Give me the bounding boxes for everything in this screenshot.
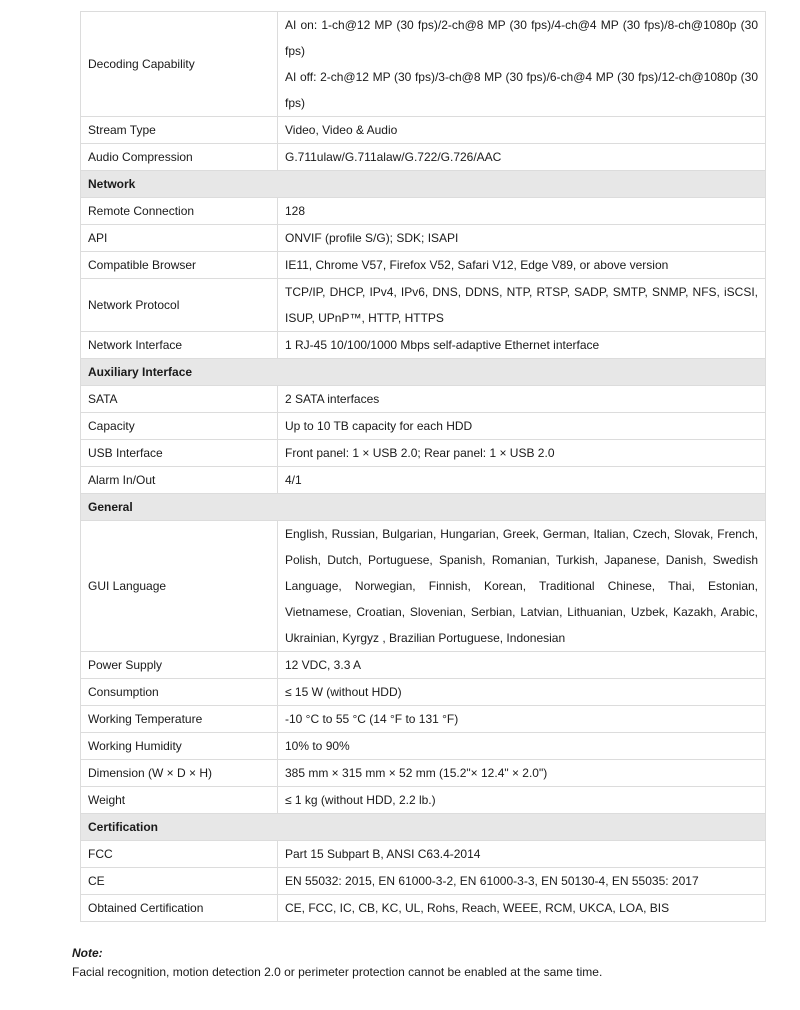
- spec-value: IE11, Chrome V57, Firefox V52, Safari V12, Edge V89, or above version: [278, 252, 766, 279]
- spec-label: Capacity: [81, 413, 278, 440]
- spec-row-fcc: [81, 841, 766, 868]
- spec-value: Up to 10 TB capacity for each HDD: [278, 413, 766, 440]
- spec-value: ONVIF (profile S/G); SDK; ISAPI: [278, 225, 766, 252]
- spec-label: Network Protocol: [81, 279, 278, 332]
- spec-label: Remote Connection: [81, 198, 278, 225]
- spec-label: FCC: [81, 841, 278, 868]
- spec-value: Front panel: 1 × USB 2.0; Rear panel: 1 × USB 2.0: [278, 440, 766, 467]
- spec-table: [80, 11, 766, 922]
- spec-label: Consumption: [81, 679, 278, 706]
- spec-value: English, Russian, Bulgarian, Hungarian, Greek, German, Italian, Czech, Slovak, French, Polish, Dutch, Portuguese, Spanish, Romanian, Turkish, Japanese, Danish, Swedish Language, Norwegian, Finnish, Korean, Traditional Chinese, Thai, Estonian, Vietnamese, Croatian, Slovenian, Serbian, Latvian, Lithuanian, Uzbek, Kazakh, Arabic, Ukrainian, Kyrgyz , Brazilian Portuguese, Indonesian: [278, 521, 766, 652]
- spec-value: TCP/IP, DHCP, IPv4, IPv6, DNS, DDNS, NTP, RTSP, SADP, SMTP, SNMP, NFS, iSCSI, ISUP, UPnP™, HTTP, HTTPS: [278, 279, 766, 332]
- section-header-network: [81, 171, 766, 198]
- section-header-certification: [81, 814, 766, 841]
- spec-value: ≤ 1 kg (without HDD, 2.2 lb.): [278, 787, 766, 814]
- spec-row-usb-interface: [81, 440, 766, 467]
- spec-label: Weight: [81, 787, 278, 814]
- spec-row-working-temperature: [81, 706, 766, 733]
- spec-label: Stream Type: [81, 117, 278, 144]
- spec-value: 385 mm × 315 mm × 52 mm (15.2"× 12.4" × 2.0"): [278, 760, 766, 787]
- spec-label: Decoding Capability: [81, 12, 278, 117]
- spec-row-consumption: [81, 679, 766, 706]
- section-title: Certification: [81, 814, 766, 841]
- spec-row-stream-type: [81, 117, 766, 144]
- spec-value: 1 RJ-45 10/100/1000 Mbps self-adaptive Ethernet interface: [278, 332, 766, 359]
- spec-row-compatible-browser: [81, 252, 766, 279]
- spec-label: Obtained Certification: [81, 895, 278, 922]
- section-title: Network: [81, 171, 766, 198]
- spec-row-obtained-certification: [81, 895, 766, 922]
- spec-label: Working Temperature: [81, 706, 278, 733]
- spec-value-ai-off: AI off: 2-ch@12 MP (30 fps)/3-ch@8 MP (30 fps)/6-ch@4 MP (30 fps)/12-ch@1080p (30 fps): [285, 70, 758, 110]
- spec-row-audio-compression: [81, 144, 766, 171]
- note-text: Facial recognition, motion detection 2.0 or perimeter protection cannot be enabled at the same time.: [72, 965, 603, 979]
- spec-label: Dimension (W × D × H): [81, 760, 278, 787]
- spec-value: EN 55032: 2015, EN 61000-3-2, EN 61000-3-3, EN 50130-4, EN 55035: 2017: [278, 868, 766, 895]
- spec-value: -10 °C to 55 °C (14 °F to 131 °F): [278, 706, 766, 733]
- spec-row-network-interface: [81, 332, 766, 359]
- spec-value: 10% to 90%: [278, 733, 766, 760]
- spec-value: 12 VDC, 3.3 A: [278, 652, 766, 679]
- spec-label: GUI Language: [81, 521, 278, 652]
- spec-value: G.711ulaw/G.711alaw/G.722/G.726/AAC: [278, 144, 766, 171]
- section-header-general: [81, 494, 766, 521]
- section-title: Auxiliary Interface: [81, 359, 766, 386]
- section-header-auxiliary-interface: [81, 359, 766, 386]
- spec-row-sata: [81, 386, 766, 413]
- spec-row-gui-language: [81, 521, 766, 652]
- spec-label: API: [81, 225, 278, 252]
- spec-value: Part 15 Subpart B, ANSI C63.4-2014: [278, 841, 766, 868]
- spec-row-working-humidity: [81, 733, 766, 760]
- spec-label: Alarm In/Out: [81, 467, 278, 494]
- spec-row-api: [81, 225, 766, 252]
- spec-value: 4/1: [278, 467, 766, 494]
- spec-row-weight: [81, 787, 766, 814]
- spec-value: 2 SATA interfaces: [278, 386, 766, 413]
- spec-label: Audio Compression: [81, 144, 278, 171]
- spec-label: USB Interface: [81, 440, 278, 467]
- spec-label: CE: [81, 868, 278, 895]
- spec-label: Network Interface: [81, 332, 278, 359]
- spec-row-alarm-in-out: [81, 467, 766, 494]
- note-block: [72, 944, 772, 982]
- spec-label: Power Supply: [81, 652, 278, 679]
- spec-value: CE, FCC, IC, CB, KC, UL, Rohs, Reach, WEEE, RCM, UKCA, LOA, BIS: [278, 895, 766, 922]
- spec-label: SATA: [81, 386, 278, 413]
- spec-value: ≤ 15 W (without HDD): [278, 679, 766, 706]
- spec-label: Compatible Browser: [81, 252, 278, 279]
- spec-label: Working Humidity: [81, 733, 278, 760]
- spec-row-ce: [81, 868, 766, 895]
- spec-row-decoding-capability: [81, 12, 766, 117]
- spec-value: [278, 12, 766, 117]
- spec-row-power-supply: [81, 652, 766, 679]
- spec-row-dimension: [81, 760, 766, 787]
- spec-row-remote-connection: [81, 198, 766, 225]
- section-title: General: [81, 494, 766, 521]
- spec-value: Video, Video & Audio: [278, 117, 766, 144]
- spec-value: 128: [278, 198, 766, 225]
- spec-row-capacity: [81, 413, 766, 440]
- spec-row-network-protocol: [81, 279, 766, 332]
- spec-value-ai-on: AI on: 1-ch@12 MP (30 fps)/2-ch@8 MP (30 fps)/4-ch@4 MP (30 fps)/8-ch@1080p (30 fps): [285, 18, 758, 58]
- note-title: Note:: [72, 946, 103, 960]
